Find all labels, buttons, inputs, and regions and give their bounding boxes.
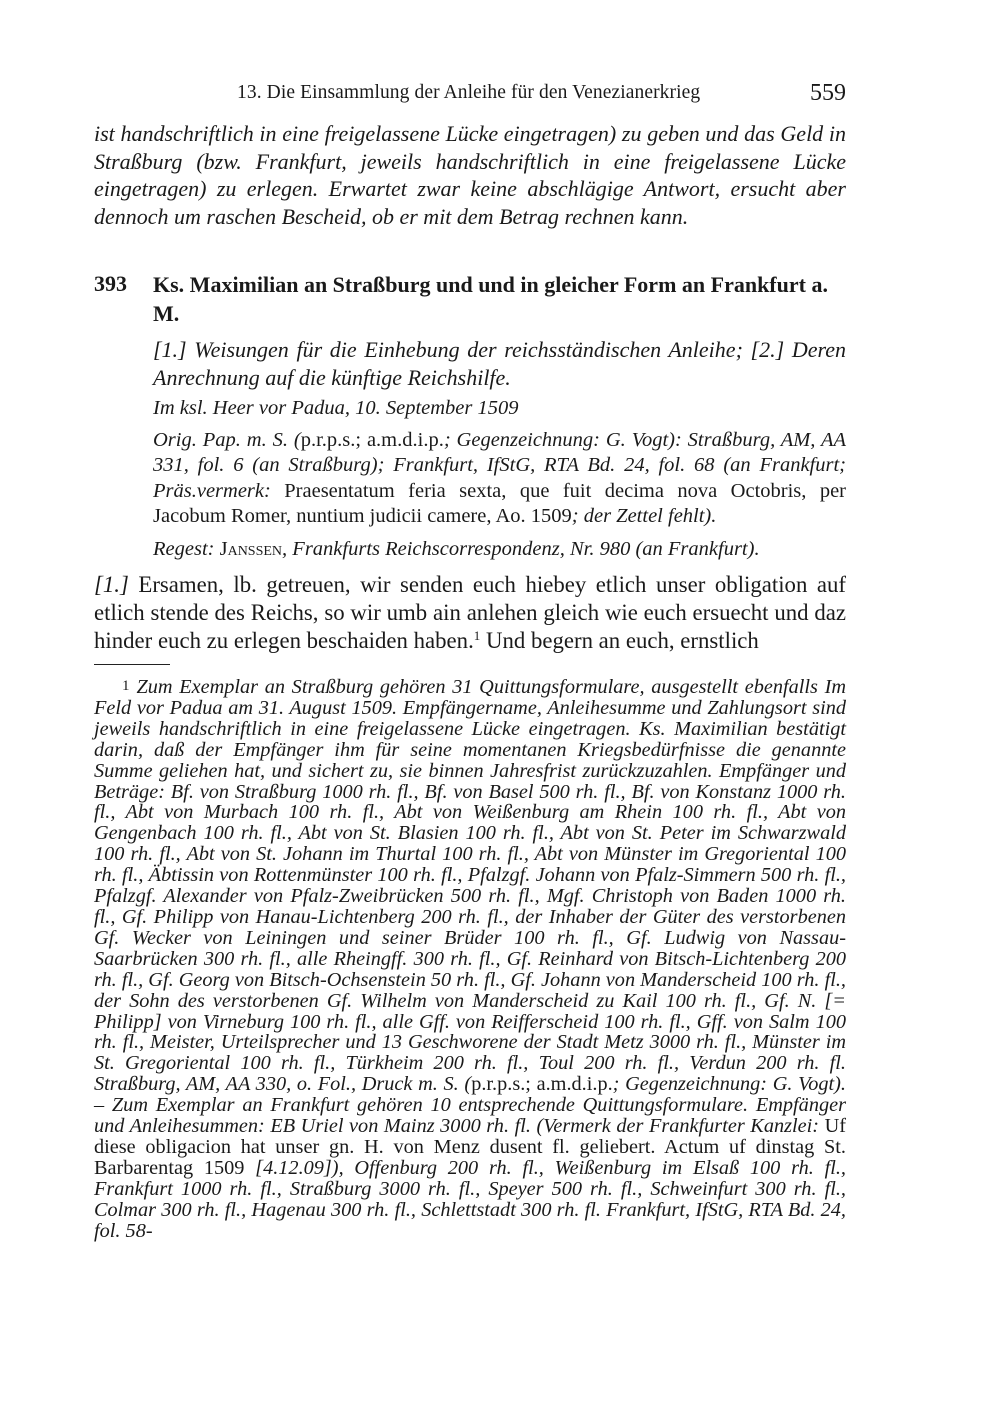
document-summary: [1.] Weisungen für die Einhebung der reichsständischen Anleihe; [2.] Deren Anrechnung auf die künftige Reichshilfe. bbox=[153, 337, 846, 390]
regest-label: Regest: bbox=[153, 538, 220, 560]
page-number: 559 bbox=[810, 80, 846, 106]
running-head bbox=[94, 80, 846, 110]
running-head-title: 13. Die Einsammlung der Anleihe für den Venezianerkrieg bbox=[237, 82, 701, 103]
document-title: Ks. Maximilian an Straßburg und und in gleicher Form an Frankfurt a. M. bbox=[153, 272, 828, 326]
footnote-divider bbox=[94, 664, 170, 665]
footnote-text-2: p.r.p.s.; bbox=[471, 1073, 531, 1096]
footnote-reference[interactable]: 1 bbox=[473, 628, 481, 644]
body-text-continued: Und begern an euch, ernstlich bbox=[480, 628, 759, 654]
footnote-text-4: ; Gegenzeichnung: G. Vogt). – Zum Exemplar an Frankfurt gehören 10 entsprechende Quittungsformulare. Empfänger und Anleihesummen: EB Uriel von Mainz 3000 rh. fl. (Vermerk der Frankfurter Kanzlei: bbox=[94, 1073, 846, 1138]
body-text: Ersamen, lb. getreuen, wir senden euch hiebey etlich unser obligation auf etlich stende des Reichs, so wir umb ain anlehen gleich wie euch ersuecht und daz hinder euch zu erlegen beschaiden haben. bbox=[94, 572, 846, 654]
footnote-text-6: [4.12.09]), Offenburg 200 rh. fl., Weißenburg im Elsaß 100 rh. fl., Frankfurt 1000 rh. fl., Straßburg 3000 rh. fl., Speyer 500 rh. fl., Schweinfurt 300 rh. fl., Colmar 300 rh. fl., Hagenau 300 rh. fl., Schlettstadt 300 rh. fl. Frankfurt, IfStG, RTA Bd. 24, fol. 58- bbox=[94, 1156, 846, 1242]
footnote-text-5: Uf diese obligacion hat unser gn. H. von Menz dusent fl. geliebert. Actum uf dinstag St. Barbarentag 1509 bbox=[94, 1115, 846, 1179]
source-note-d: ; Gegenzeichnung: G. Vogt): Straßburg, AM, AA 331, fol. 6 (an Straßburg); Frankfurt, IfStG, RTA Bd. 24, fol. 68 (an Frankfurt; Präs.vermerk: bbox=[153, 429, 846, 502]
footnote-text-3: a.m.d.i.p. bbox=[530, 1073, 613, 1096]
source-note-b: p.r.p.s.; bbox=[300, 429, 362, 451]
source-note-f: ; der Zettel fehlt). bbox=[571, 504, 717, 527]
regest-rest: , Frankfurts Reichscorrespondenz, Nr. 980 (an Frankfurt). bbox=[282, 538, 760, 560]
regest-note bbox=[153, 537, 846, 562]
document-number: 393 bbox=[94, 271, 127, 296]
source-note-a: Orig. Pap. m. S. ( bbox=[153, 429, 301, 451]
section-marker: [1.] bbox=[94, 572, 129, 597]
source-note-e: Praesentatum feria sexta, que fuit decima nova Octobris, per Jacobum Romer, nuntium judicii camere, Ao. 1509 bbox=[153, 479, 846, 527]
intro-paragraph: ist handschriftlich in eine freigelassene Lücke eingetragen) zu geben und das Geld in Straßburg (bzw. Frankfurt, jeweils handschriftlich in eine freigelassene Lücke eingetragen) zu erlegen. Erwartet zwar keine abschlägige Antwort, ersucht aber dennoch um raschen Bescheid, ob er mit dem Betrag rechnen kann. bbox=[94, 121, 846, 230]
footnote-text-1: Zum Exemplar an Straßburg gehören 31 Quittungsformulare, ausgestellt ebenfalls Im Feld vor Padua am 31. August 1509. Empfängername, Anleihesumme und Zahlungsort sind jeweils handschriftlich in eine freigelassene Lücke eingetragen. Ks. Maximilian bestätigt darin, daß der Empfänger ihm für seine momentanen Kriegsbedürfnisse die genannte Summe geliehen hat, und sichert zu, sie binnen Jahresfrist zurückzuzahlen. Empfänger und Beträge: Bf. von Straßburg 1000 rh. fl., Bf. von Basel 500 rh. fl., Bf. von Konstanz 1000 rh. fl., Abt von Murbach 100 rh. fl., Abt von Weißenburg am Rhein 100 rh. fl., Abt von Gengenbach 100 rh. fl., Abt von St. Blasien 100 rh. fl., Abt von St. Peter im Schwarzwald 100 rh. fl., Abt von St. Johann im Thurtal 100 rh. fl., Abt von Münster im Gregoriental 100 rh. fl., Äbtissin von Rottenmünster 100 rh. fl., Pfalzgf. Johann von Pfalz-Simmern 500 rh. fl., Pfalzgf. Alexander von Pfalz-Zweibrücken 500 rh. fl., Mgf. Christoph von Baden 1000 rh. fl., Gf. Philipp von Hanau-Lichtenberg 200 rh. fl., der Inhaber der Güter des verstorbenen Gf. Wecker von Leiningen und seiner Brüder 100 rh. fl., Gf. Ludwig von Nassau-Saarbrücken 300 rh. fl., alle Rheingff. 300 rh. fl., Gf. Reinhard von Bitsch-Lichtenberg 200 rh. fl., Gf. Georg von Bitsch-Ochsenstein 50 rh. fl., Gf. Johann von Manderscheid 100 rh. fl., der Sohn des verstorbenen Gf. Wilhelm von Manderscheid zu Kail 100 rh. fl., Gf. N. [= Philipp] von Virneburg 100 rh. fl., alle Gff. von Reifferscheid 100 rh. fl., Gff. von Salm 100 rh. fl., Meister, Urteilsprecher und 13 Geschworene der Stadt Metz 3000 rh. fl., Münster im St. Gregoriental 100 rh. fl., Türkheim 200 rh. fl., Toul 200 rh. fl., Verdun 200 rh. fl. Straßburg, AM, AA 330, o. Fol., Druck m. S. ( bbox=[94, 676, 846, 1096]
document-body bbox=[94, 571, 846, 656]
regest-author: Janssen bbox=[219, 538, 283, 560]
source-note-c: a.m.d.i.p. bbox=[361, 429, 444, 451]
footnote bbox=[94, 676, 846, 1241]
place-date: Im ksl. Heer vor Padua, 10. September 1509 bbox=[153, 397, 519, 419]
source-note bbox=[153, 428, 846, 529]
footnote-number: 1 bbox=[122, 678, 130, 694]
